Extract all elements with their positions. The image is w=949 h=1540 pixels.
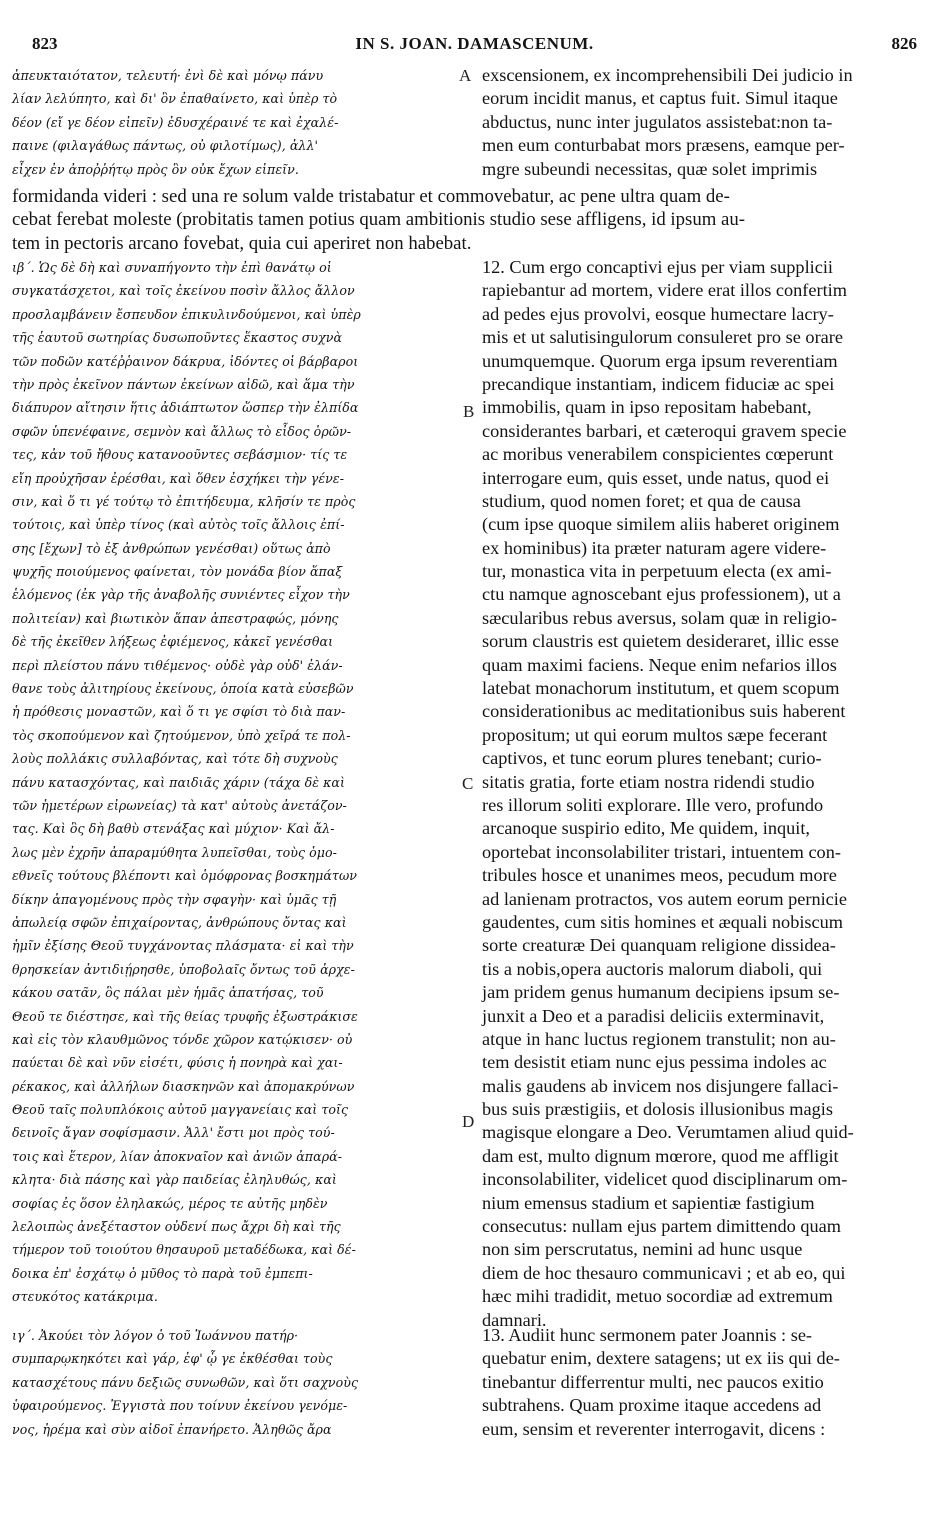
greek-line: σοφίας ἐς ὅσον ἐληλακώς, μέρος τε αὐτῆς μηδὲν: [12, 1195, 328, 1211]
greek-line: δεινοῖς ἄγαν σοφίσμασιν. Ἀλλ' ἔστι μοι πρὸς τού-: [12, 1125, 335, 1141]
greek-line: τες, κἀν τοῦ ἤθους κατανοοῦντες σεβάσμιον· τίς τε: [12, 447, 348, 463]
latin-line: subtrahens. Quam proxime itaque accedens ad: [482, 1395, 822, 1416]
running-head: [0, 34, 949, 56]
greek-line: ιγ´. Ἀκούει τὸν λόγον ὁ τοῦ Ἰωάννου πατήρ·: [12, 1328, 299, 1343]
greek-line: κατασχέτους πάνυ δεξιῶς συνωθῶν, καὶ ὅτι σαχνοὺς: [12, 1374, 359, 1390]
margin-letter-d: D: [462, 1112, 475, 1131]
greek-column-section-13: [12, 1324, 456, 1441]
latin-line: quam maximi faciens. Neque enim nefarios illos: [482, 654, 837, 675]
greek-line: τούτοις, καὶ ὑπὲρ τίνος (καὶ αὐτὸς τοῖς ἄλλοις ἐπί-: [12, 517, 345, 533]
greek-line: πολιτείαν) καὶ βιωτικὸν ἅπαν ἀπεστραφώς, μόνης: [12, 610, 339, 626]
greek-line: προσλαμβάνειν ἔσπευδον ἐπικυλινδούμενοι, καὶ ὑπὲρ: [12, 306, 361, 322]
greek-line: σφῶν ὑπενέφαινε, σεμνὸν καὶ ἄλλως τὸ εἶδος ὁρῶν-: [12, 423, 352, 439]
latin-line: dam est, multo dignum mœrore, quod me affligit: [482, 1145, 839, 1166]
latin-line: rapiebantur ad mortem, videre erat illos confertim: [482, 280, 847, 301]
latin-line: men eum conturbabat mors præsens, eamque per-: [482, 135, 845, 156]
latin-line: gaudentes, cum sitis homines et æquali nobiscum: [482, 911, 844, 932]
latin-line: sorum claustris est quietem desideraret, illic esse: [482, 631, 839, 652]
latin-line: (cum ipse quoque similem aliis haberet originem: [482, 514, 840, 535]
greek-column-section-12: [12, 256, 456, 1309]
greek-line: τας. Καὶ ὃς δὴ βαθὺ στενάξας καὶ μύχιον· Καὶ ἄλ-: [12, 821, 335, 837]
greek-line: λελοιπὼς ἀνεξέταστον οὐδενί πως ἄχρι δὴ καὶ τῆς: [12, 1219, 341, 1235]
latin-line: captivos, et tunc eorum plures tenebant; curio-: [482, 748, 822, 769]
latin-line: consecutus: nullam ejus partem dimittendo quam: [482, 1216, 841, 1237]
latin-line: studium, quod nomen foret; et qua de causa: [482, 490, 801, 511]
latin-line: eum, sensim et reverenter interrogavit, dicens :: [482, 1418, 826, 1439]
latin-line: tis a nobis,opera auctoris malorum diaboli, qui: [482, 958, 823, 979]
latin-line: sitatis gratia, forte etiam nostra ridendi studio: [482, 771, 815, 792]
greek-line: ἡ πρόθεσις μοναστῶν, καὶ ὅ τι γε σφίσι τὸ διὰ παν-: [12, 704, 346, 720]
latin-line: magisque elongare a Deo. Verumtamen aliud quid-: [482, 1122, 854, 1143]
latin-line: nium emensus stadium et sapientiæ fastigium: [482, 1192, 815, 1213]
greek-line: κλητα· διὰ πάσης καὶ γὰρ παιδείας ἐληλυθώς, καὶ: [12, 1172, 337, 1188]
greek-line: διάπυρον αἴτησιν ἥτις ἀδιάπτωτον ὥσπερ τὴν ἐλπίδα: [12, 400, 359, 416]
latin-line: sorte creaturæ Dei quanquam religione dissidea-: [482, 935, 836, 956]
latin-line: immobilis, quam in ipso repositam habebant,: [482, 397, 812, 418]
greek-line: συμπαρῳκηκότει καὶ γάρ, ἐφ' ᾧ γε ἐκθέσθαι τοὺς: [12, 1351, 333, 1367]
latin-line: considerationibus ac meditationibus suis haberent: [482, 701, 846, 722]
page-title: IN S. JOAN. DAMASCENUM.: [355, 34, 594, 53]
latin-line: eorum incidit manus, et captus fuit. Simul itaque: [482, 88, 838, 109]
greek-line: δέον (εἴ γε δέον εἰπεῖν) ἐδυσχέραινέ τε καὶ ἐχαλέ-: [12, 114, 339, 130]
latin-line: ad lanienam protractos, vos autem eorum pernicie: [482, 888, 847, 909]
latin-line: cebat ferebat moleste (probitatis tamen potius quam ambitionis studio sese affligens, id ipsum au-: [12, 209, 746, 231]
greek-line: τήμερον τοῦ τοιούτου θησαυροῦ μεταδέδωκα, καὶ δέ-: [12, 1242, 356, 1258]
margin-letter-a: A: [459, 66, 472, 85]
greek-line: σης [ἔχων] τὸ ἐξ ἀνθρώπων γενέσθαι) οὕτως ἀπὸ: [12, 540, 331, 556]
greek-line: λίαν λελύπητο, καὶ δι' ὃν ἐπαθαίνετο, καὶ ὑπὲρ τὸ: [12, 91, 338, 107]
latin-column-section-12: [482, 256, 912, 1332]
greek-line: Θεοῦ τε διέστησε, καὶ τῆς θείας τρυφῆς ἐξωστράκισε: [12, 1008, 358, 1024]
latin-line: tur, monastica vita in perpetuum electa (ex ami-: [482, 561, 832, 582]
greek-line: τῶν ἡμετέρων εἰρωνείας) τὰ κατ' αὐτοὺς ἀνετάζον-: [12, 797, 347, 813]
greek-line: περὶ πλείστου πάνυ τιθέμενος· οὐδὲ γὰρ οὐδ' ἐλάν-: [12, 657, 343, 673]
latin-line: hæc mihi tradidit, metuo socordiæ ad extremum: [482, 1286, 833, 1307]
greek-line: ψυχῆς ποιούμενος φαίνεται, τὸν μονάδα βίον ἅπαξ: [12, 564, 343, 580]
latin-line: jam pridem genus humanum decipiens ipsum se-: [482, 982, 840, 1003]
latin-column-section-13: [482, 1324, 912, 1441]
latin-line: abductus, nunc inter jugulatos assistebat:non ta-: [482, 111, 833, 132]
greek-line: ἀπευκταιότατον, τελευτή· ἐνὶ δὲ καὶ μόνῳ πάνυ: [12, 68, 324, 83]
margin-letter-b: B: [463, 402, 475, 421]
greek-line: εθνεῖς τούτους βλέποντι καὶ ὁμόφρονας βοσκημάτων: [12, 868, 357, 884]
latin-line: diem de hoc thesauro communicavi ; et ab eo, qui: [482, 1262, 846, 1283]
greek-line: ὑφαιρούμενος. Ἐγγιστὰ που τοίνυν ἐκείνου γενόμε-: [12, 1398, 348, 1414]
greek-line: δὲ τῆς ἐκεῖθεν λήξεως ἐφιέμενος, κἀκεῖ γενέσθαι: [12, 634, 334, 650]
latin-line: unumquemque. Quorum erga ipsum reverentiam: [482, 350, 838, 371]
greek-line: τὸς σκοπούμενον καὶ ζητούμενον, ὑπὸ χεῖρά τε πολ-: [12, 727, 351, 743]
latin-line: non sim perscrutatus, nemini ad hunc usque: [482, 1239, 803, 1260]
greek-line: ἡμῖν ἐξίσης Θεοῦ τυγχάνοντας πλάσματα· εἰ καὶ τὴν: [12, 938, 354, 954]
latin-column-top: [482, 64, 912, 181]
latin-line: ctu namque agnoscebant ejus professionem), ut a: [482, 584, 841, 605]
greek-line: κάκου σατᾶν, ὃς πάλαι μὲν ἡμᾶς ἀπατήσας, τοῦ: [12, 985, 324, 1001]
greek-line: συγκατάσχετοι, καὶ τοῖς ἐκείνου ποσὶν ἄλλος ἄλλον: [12, 283, 355, 299]
latin-line: quebatur enim, dextere satagens; ut ex iis qui de-: [482, 1348, 840, 1369]
latin-line: tinebantur differrentur multi, nec paucos exitio: [482, 1371, 824, 1392]
latin-line: arcanoque suspirio edito, Me quidem, inquit,: [482, 818, 810, 839]
latin-line: tribules hosce et unanimes meos, pecudum more: [482, 865, 837, 886]
greek-line: λως μὲν ἐχρῆν ἀπαραμύθητα λυπεῖσθαι, τοὺς ὁμο-: [12, 844, 337, 860]
latin-line: bus suis præstigiis, et dolosis illusionibus magis: [482, 1099, 833, 1120]
latin-line: 12. Cum ergo concaptivi ejus per viam supplicii: [482, 257, 834, 277]
latin-line: atque in hanc luctus regionem transtulit; non au-: [482, 1028, 836, 1049]
latin-full-width-paragraph: [12, 185, 917, 255]
greek-line: τῆς ἑαυτοῦ σωτηρίας δυσωποῦντες ἕκαστος συχνὰ: [12, 330, 343, 346]
latin-line: exscensionem, ex incomprehensibili Dei judicio in: [482, 65, 853, 85]
greek-line: Θεοῦ ταῖς πολυπλόκοις αὐτοῦ μαγγανείαις καὶ τοῖς: [12, 1102, 349, 1118]
latin-line: malis gaudens ab invicem nos disjungere fallaci-: [482, 1075, 839, 1096]
latin-line: junxit a Deo et a paradisi deliciis exterminavit,: [482, 1005, 825, 1026]
latin-line: mis et ut salutisingulorum consuleret pro se orare: [482, 327, 843, 348]
greek-line: ρέκακος, καὶ ἀλλήλων διασκηνῶν καὶ ἀπομακρύνων: [12, 1078, 355, 1094]
greek-line: παινε (φιλαγάθως πάντως, οὐ φιλοτίμως), ἀλλ': [12, 138, 318, 154]
latin-line: tem in pectoris arcano fovebat, quia cui aperiret non habebat.: [12, 232, 472, 254]
margin-letter-c: C: [462, 774, 474, 793]
greek-line: σιν, καὶ ὅ τι γέ τούτῳ τὸ ἐπιτήδευμα, κλῆσίν τε πρὸς: [12, 493, 356, 509]
greek-line: λοὺς πολλάκις συλλαβόντας, καὶ τότε δὴ συχνοὺς: [12, 751, 338, 767]
latin-line: ad pedes ejus provolvi, eosque humectare lacry-: [482, 303, 834, 324]
latin-line: oportebat inconsolabiliter tristari, intuentem con-: [482, 841, 841, 862]
greek-line: πάνυ κατασχόντας, καὶ παιδιᾶς χάριν (τάχα δὲ καὶ: [12, 774, 345, 790]
greek-line: εἶχεν ἐν ἀποῤῥήτῳ πρὸς ὃν οὐκ ἔχων εἰπεῖν.: [12, 161, 299, 177]
latin-line: 13. Audiit hunc sermonem pater Joannis : se-: [482, 1325, 813, 1345]
latin-line: sæcularibus rebus aversus, solam quæ in religio-: [482, 607, 837, 628]
greek-line: θρησκείαν ἀντιδιῄρησθε, ὑποβολαῖς ὄντως τοῦ ἀρχε-: [12, 961, 355, 977]
greek-line: εἴη προὐχῆσαν ἐρέσθαι, καὶ ὅθεν ἐσχήκει τὴν γένε-: [12, 470, 344, 486]
page-number-right: 826: [891, 34, 917, 53]
latin-line: tem desistit etiam nunc ejus pessima indoles ac: [482, 1052, 827, 1073]
greek-line: δίκην ἀπαγομένους πρὸς τὴν σφαγὴν· καὶ ὑμᾶς τῇ: [12, 891, 337, 907]
greek-line: ιβ´. Ὡς δὲ δὴ καὶ συναπήγοντο τὴν ἐπὶ θανάτῳ οἱ: [12, 260, 332, 275]
latin-line: propositum; ut qui eorum multos sæpe fecerant: [482, 724, 828, 745]
latin-line: formidanda videri : sed una re solum valde tristabatur et commovebatur, ac pene ultra quam de-: [12, 186, 730, 207]
greek-line: ἑλόμενος (ἐκ γὰρ τῆς ἀναβολῆς συνιέντες εἶχον τὴν: [12, 587, 350, 603]
latin-line: mgre subeundi necessitas, quæ solet imprimis: [482, 158, 818, 179]
greek-line: παύεται δὲ καὶ νῦν εἰσέτι, φύσις ἡ πονηρὰ καὶ χαι-: [12, 1055, 343, 1071]
latin-line: latebat monachorum institutum, et quem scopum: [482, 678, 840, 699]
latin-line: ex hominibus) ita præter naturam agere videre-: [482, 537, 827, 558]
latin-line: damnari.: [482, 1309, 547, 1330]
latin-line: res illorum soliti explorare. Ille vero, profundo: [482, 794, 824, 815]
greek-line: θανε τοὺς ἀλιτηρίους ἐκείνους, ὁποία κατὰ εὐσεβῶν: [12, 681, 354, 697]
latin-line: interrogare eum, quis esset, unde natus, quod ei: [482, 467, 830, 488]
greek-line: τὴν πρὸς ἐκεῖνον πάντων ἐκείνων αἰδῶ, καὶ ἅμα τὴν: [12, 376, 355, 392]
greek-line: τοις καὶ ἕτερον, λίαν ἀποκναῖον καὶ ἀνιῶν ἀπαρά-: [12, 1148, 343, 1164]
greek-line: στευκότος κατάκριμα.: [12, 1289, 158, 1305]
greek-line: καὶ εἰς τὸν κλαυθμῶνος τόνδε χῶρον κατῴκισεν· οὐ: [12, 1031, 353, 1047]
latin-line: ac moribus venerabilem conspicientes cœperunt: [482, 444, 834, 465]
latin-line: precandique instantiam, indicem fiduciæ ac spei: [482, 373, 835, 394]
latin-line: considerantes barbari, et cæteroqui gravem specie: [482, 420, 847, 441]
greek-line: τῶν ποδῶν κατέῤῥαινον δάκρυα, ἰδόντες οἱ βάρβαροι: [12, 353, 359, 369]
greek-line: δοικα ἐπ' ἐσχάτῳ ὁ μῦθος τὸ παρὰ τοῦ ἐμπεπι-: [12, 1265, 313, 1281]
latin-line: inconsolabiliter, videlicet quod disciplinarum om-: [482, 1169, 848, 1190]
greek-column-top: [12, 64, 456, 181]
greek-line: ἀπωλείᾳ σφῶν ἐπιχαίροντας, ἀνθρώπους ὄντας καὶ: [12, 914, 347, 930]
greek-line: νος, ἠρέμα καὶ σὺν αἰδοῖ ἐπανήρετο. Ἀληθῶς ἄρα: [12, 1421, 332, 1437]
page-number-left: 823: [32, 34, 58, 53]
